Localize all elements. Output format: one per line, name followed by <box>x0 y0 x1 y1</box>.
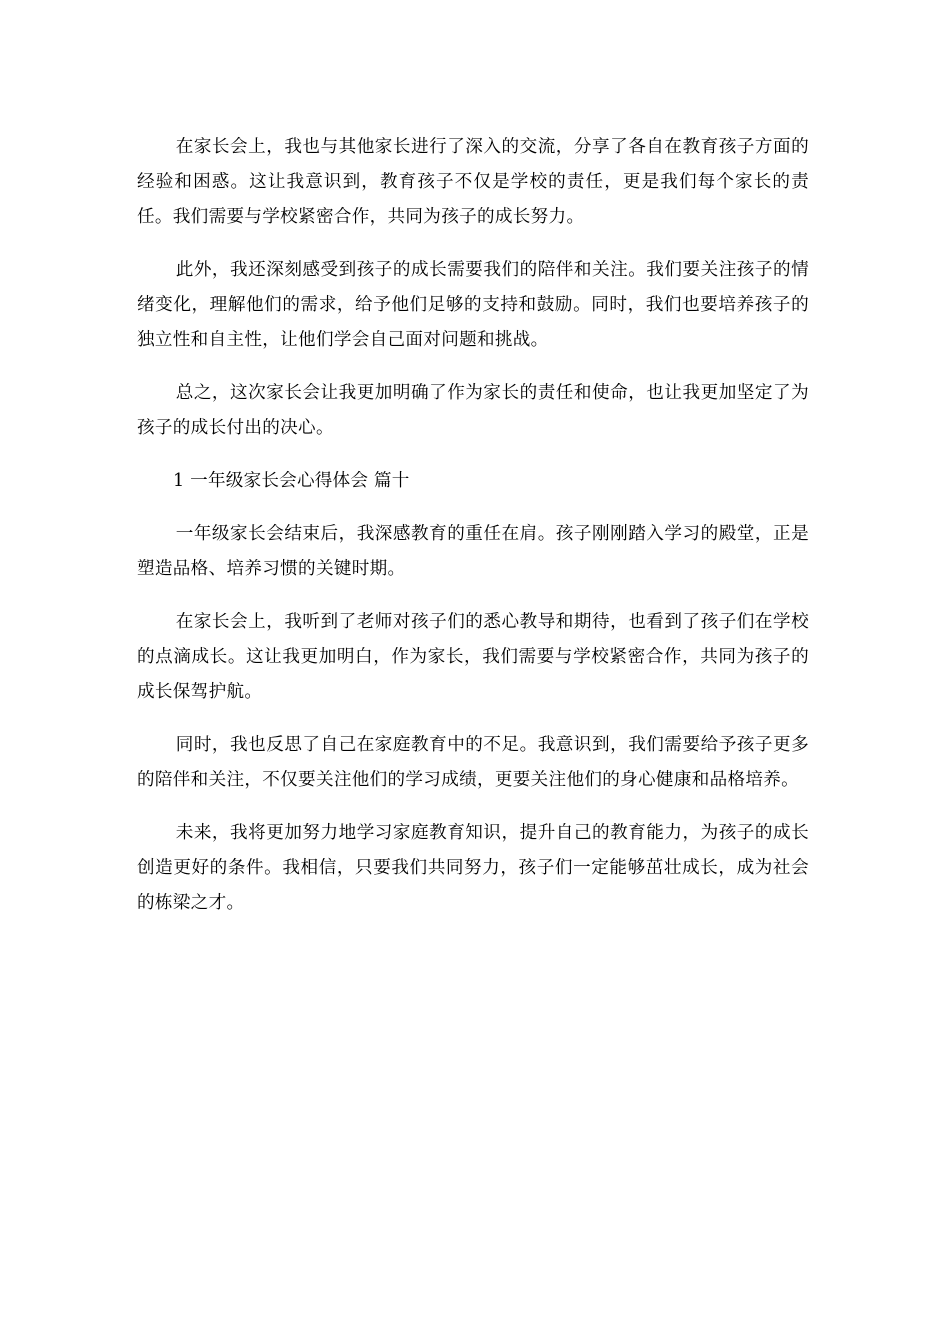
section-heading: 1 一年级家长会心得体会 篇十 <box>173 471 410 491</box>
paragraph: 未来，我将更加努力地学习家庭教育知识，提升自己的教育能力，为孩子的成长创造更好的条件。我相信，只要我们共同努力，孩子们一定能够茁壮成长，成为社会的栋梁之才。 <box>137 823 809 913</box>
paragraph: 此外，我还深刻感受到孩子的成长需要我们的陪伴和关注。我们要关注孩子的情绪变化，理解他们的需求，给予他们足够的支持和鼓励。同时，我们也要培养孩子的独立性和自主性，让他们学会自己面对问题和挑战。 <box>137 260 809 350</box>
paragraph: 总之，这次家长会让我更加明确了作为家长的责任和使命，也让我更加坚定了为孩子的成长付出的决心。 <box>137 383 809 438</box>
paragraph: 同时，我也反思了自己在家庭教育中的不足。我意识到，我们需要给予孩子更多的陪伴和关注，不仅要关注他们的学习成绩，更要关注他们的身心健康和品格培养。 <box>137 735 809 790</box>
paragraph: 一年级家长会结束后，我深感教育的重任在肩。孩子刚刚踏入学习的殿堂，正是塑造品格、培养习惯的关键时期。 <box>137 524 809 579</box>
paragraph: 在家长会上，我听到了老师对孩子们的悉心教导和期待，也看到了孩子们在学校的点滴成长。这让我更加明白，作为家长，我们需要与学校紧密合作，共同为孩子的成长保驾护航。 <box>137 612 809 702</box>
document-body <box>137 130 809 921</box>
paragraph: 在家长会上，我也与其他家长进行了深入的交流，分享了各自在教育孩子方面的经验和困惑。这让我意识到，教育孩子不仅是学校的责任，更是我们每个家长的责任。我们需要与学校紧密合作，共同为孩子的成长努力。 <box>137 137 809 227</box>
